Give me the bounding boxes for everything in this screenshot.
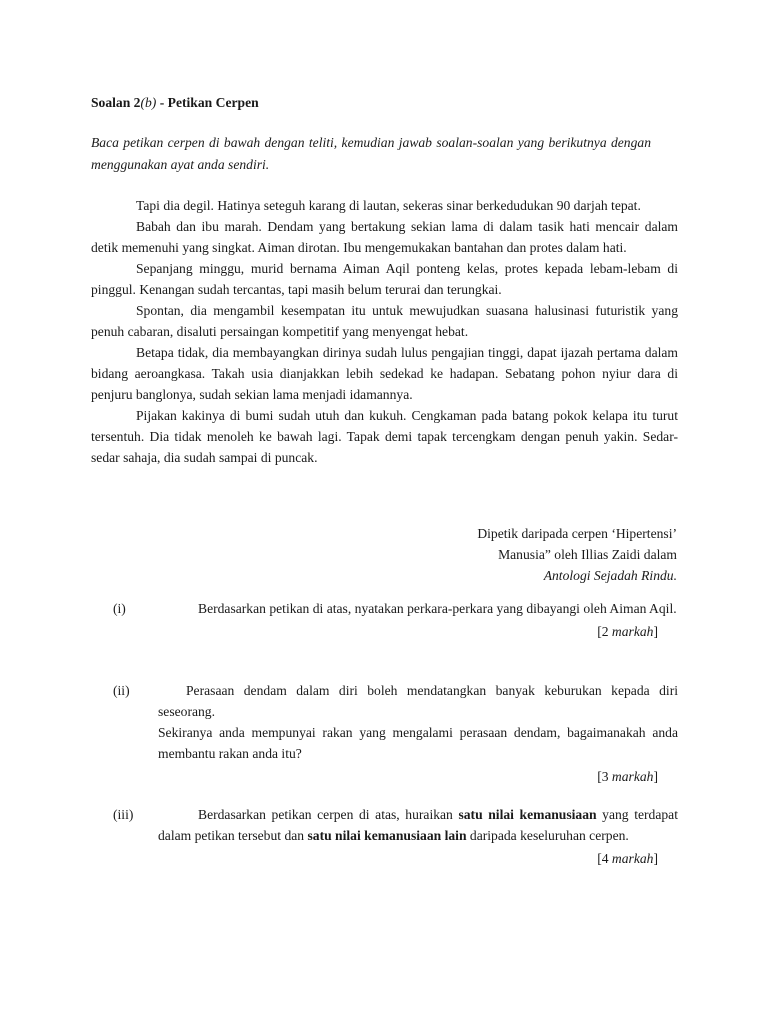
question-text bbox=[158, 804, 678, 846]
marks-word: markah bbox=[611, 851, 654, 866]
passage-paragraph: Pijakan kakinya di bumi sudah utuh dan kukuh. Cengkaman pada batang pokok kelapa itu turut tersentuh. Dia tidak menoleh ke bawah lagi. Tapak demi tapak tercengkam dengan penuh yakin. Sedar-sedar sahaja, dia sudah sampai di puncak. bbox=[91, 408, 678, 465]
source-line-3: Antologi Sejadah Rindu. bbox=[543, 568, 677, 583]
marks-word: markah bbox=[611, 769, 654, 784]
heading-suffix: - Petikan Cerpen bbox=[156, 95, 259, 110]
source-citation bbox=[477, 523, 677, 586]
question-number: (iii) bbox=[113, 807, 134, 822]
question-text-b: yang terdapat dalam petikan tersebut dan bbox=[158, 807, 678, 843]
marks-number: [3 bbox=[597, 769, 612, 784]
passage-paragraph: Spontan, dia mengambil kesempatan itu untuk mewujudkan suasana halusinasi futuristik yang penuh cabaran, disaluti persaingan kompetitif yang menyengat hebat. bbox=[91, 303, 678, 339]
marks-close: ] bbox=[653, 851, 658, 866]
passage-paragraph: Babah dan ibu marah. Dendam yang bertakung sekian lama di dalam tasik hati mencair dalam detik memenuhi yang singkat. Aiman dirotan. Ibu mengemukakan bantahan dan protes dalam hati. bbox=[91, 219, 678, 255]
marks-label bbox=[158, 766, 678, 787]
passage-paragraph: Tapi dia degil. Hatinya seteguh karang di lautan, sekeras sinar berkedudukan 90 darjah tepat. bbox=[136, 198, 641, 213]
question-i bbox=[91, 598, 678, 642]
passage-paragraph: Sepanjang minggu, murid bernama Aiman Aqil ponteng kelas, protes kepada lebam-lebam di pinggul. Kenangan sudah tercantas, tapi masih belum terurai dan terungkai. bbox=[91, 261, 678, 297]
heading-part: (b) bbox=[140, 95, 157, 110]
question-bold-a: satu nilai kemanusiaan bbox=[458, 807, 597, 822]
marks-number: [2 bbox=[597, 624, 612, 639]
marks-label bbox=[158, 848, 678, 869]
source-line-1: Dipetik daripada cerpen ‘Hipertensi’ bbox=[477, 526, 677, 541]
marks-close: ] bbox=[653, 624, 658, 639]
question-text: Berdasarkan petikan di atas, nyatakan perkara-perkara yang dibayangi oleh Aiman Aqil. bbox=[198, 601, 677, 616]
question-text: Perasaan dendam dalam diri boleh mendatangkan banyak keburukan kepada diri seseorang. bbox=[158, 683, 678, 719]
question-iii bbox=[91, 804, 678, 869]
question-ii bbox=[91, 680, 678, 787]
question-number: (i) bbox=[113, 601, 126, 616]
marks-word: markah bbox=[611, 624, 654, 639]
question-text-a: Berdasarkan petikan cerpen di atas, huraikan bbox=[198, 807, 459, 822]
marks-label bbox=[158, 621, 678, 642]
section-heading bbox=[91, 92, 259, 113]
question-text-c: daripada keseluruhan cerpen. bbox=[466, 828, 629, 843]
marks-number: [4 bbox=[597, 851, 612, 866]
question-bold-b: satu nilai kemanusiaan lain bbox=[307, 828, 467, 843]
question-number: (ii) bbox=[113, 683, 130, 698]
question-text-2: Sekiranya anda mempunyai rakan yang mengalami perasaan dendam, bagaimanakah anda membantu rakan anda itu? bbox=[158, 725, 678, 761]
source-line-2: Manusia” oleh Illias Zaidi dalam bbox=[498, 547, 677, 562]
passage-paragraph: Betapa tidak, dia membayangkan dirinya sudah lulus pengajian tinggi, dapat ijazah pertama dalam bidang aeroangkasa. Takah usia dianjakkan lebih sedekad ke hadapan. Sebatang pohon nyiur dara di penjuru banglonya, sudah sekian lama menjadi idamannya. bbox=[91, 345, 678, 402]
heading-prefix: Soalan 2 bbox=[91, 95, 141, 110]
marks-close: ] bbox=[653, 769, 658, 784]
story-passage bbox=[91, 195, 678, 468]
instruction-text: Baca petikan cerpen di bawah dengan teliti, kemudian jawab soalan-soalan yang berikutnya dengan menggunakan ayat anda sendiri. bbox=[91, 135, 651, 172]
